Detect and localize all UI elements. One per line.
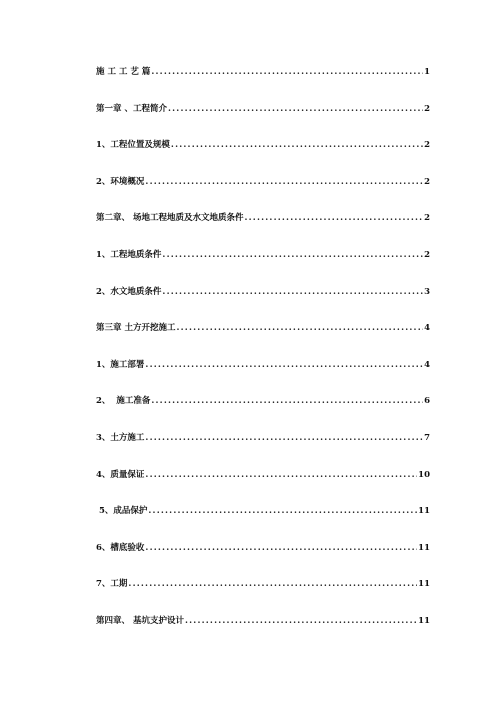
toc-entry-title: 3、土方施工 xyxy=(96,432,145,443)
toc-entry-title: 6、槽底验收 xyxy=(96,542,145,553)
toc-leader-dots xyxy=(145,172,423,192)
toc-entry-page: 4 xyxy=(424,359,430,370)
toc-leader-dots xyxy=(128,574,417,594)
toc-leader-dots xyxy=(185,611,417,631)
toc-entry-page: 11 xyxy=(418,579,430,590)
toc-leader-dots xyxy=(171,135,423,155)
toc-entry-title: 第二章、 场地工程地质及水文地质条件 xyxy=(96,213,244,224)
toc-leader-dots xyxy=(151,391,423,411)
toc-entry-page: 2 xyxy=(424,140,430,151)
toc-leader-dots xyxy=(162,282,423,302)
toc-entry-title: 2、环境概况 xyxy=(96,176,145,187)
toc-entry[interactable] xyxy=(96,302,430,339)
toc-entry[interactable] xyxy=(96,411,430,448)
toc-leader-dots xyxy=(145,538,417,558)
toc-entry-page: 10 xyxy=(418,469,430,480)
toc-entry[interactable] xyxy=(96,558,430,595)
toc-leader-dots xyxy=(162,245,423,265)
toc-entry-title: 施 工 工 艺 篇 xyxy=(96,67,151,77)
toc-entry[interactable] xyxy=(96,375,430,412)
toc-entry-title: 1、工程地质条件 xyxy=(96,249,162,260)
toc-entry[interactable] xyxy=(96,265,430,302)
toc-entry-page: 11 xyxy=(418,615,430,626)
toc-leader-dots xyxy=(168,99,423,119)
toc-entry-page: 1 xyxy=(424,67,430,77)
toc-entry-page: 7 xyxy=(424,432,430,443)
toc-entry-page: 6 xyxy=(424,396,430,407)
toc-entry[interactable] xyxy=(96,594,430,631)
toc-leader-dots xyxy=(244,208,423,228)
toc-entry[interactable] xyxy=(96,448,430,485)
toc-entry[interactable] xyxy=(96,82,430,119)
toc-entry[interactable] xyxy=(96,338,430,375)
toc-entry[interactable] xyxy=(96,485,430,522)
toc-entry-title: 4、质量保证 xyxy=(96,469,145,480)
toc-entry-page: 2 xyxy=(424,213,430,224)
toc-entry-title: 7、工期 xyxy=(96,579,128,590)
toc-entry-page: 3 xyxy=(424,286,430,297)
toc-entry-title: 第四章、 基坑支护设计 xyxy=(96,615,184,626)
toc-entry[interactable] xyxy=(96,119,430,156)
toc-entry[interactable] xyxy=(96,62,430,82)
toc-entry-page: 4 xyxy=(424,323,430,334)
toc-entry[interactable] xyxy=(96,155,430,192)
toc-leader-dots xyxy=(145,428,423,448)
toc-entry-title: 1、工程位置及规模 xyxy=(96,140,170,151)
toc-entry-page: 11 xyxy=(418,506,430,517)
toc-leader-dots xyxy=(176,318,423,338)
toc-leader-dots xyxy=(145,355,423,375)
toc-entry[interactable] xyxy=(96,192,430,229)
toc-entry-title: 第一章 、工程简介 xyxy=(96,103,167,114)
table-of-contents xyxy=(96,62,430,631)
toc-entry-title: 第三章 土方开挖施工 xyxy=(96,323,176,334)
toc-leader-dots xyxy=(151,62,423,82)
toc-entry-title: 2、 施工准备 xyxy=(96,396,151,407)
toc-entry-page: 2 xyxy=(424,249,430,260)
toc-entry-title: 5、成品保护 xyxy=(96,506,148,517)
toc-entry[interactable] xyxy=(96,521,430,558)
toc-leader-dots xyxy=(145,465,417,485)
toc-entry-page: 2 xyxy=(424,103,430,114)
toc-entry-title: 2、水文地质条件 xyxy=(96,286,162,297)
toc-leader-dots xyxy=(148,501,417,521)
toc-entry-page: 11 xyxy=(418,542,430,553)
toc-entry[interactable] xyxy=(96,228,430,265)
toc-entry-page: 2 xyxy=(424,176,430,187)
toc-entry-title: 1、施工部署 xyxy=(96,359,145,370)
